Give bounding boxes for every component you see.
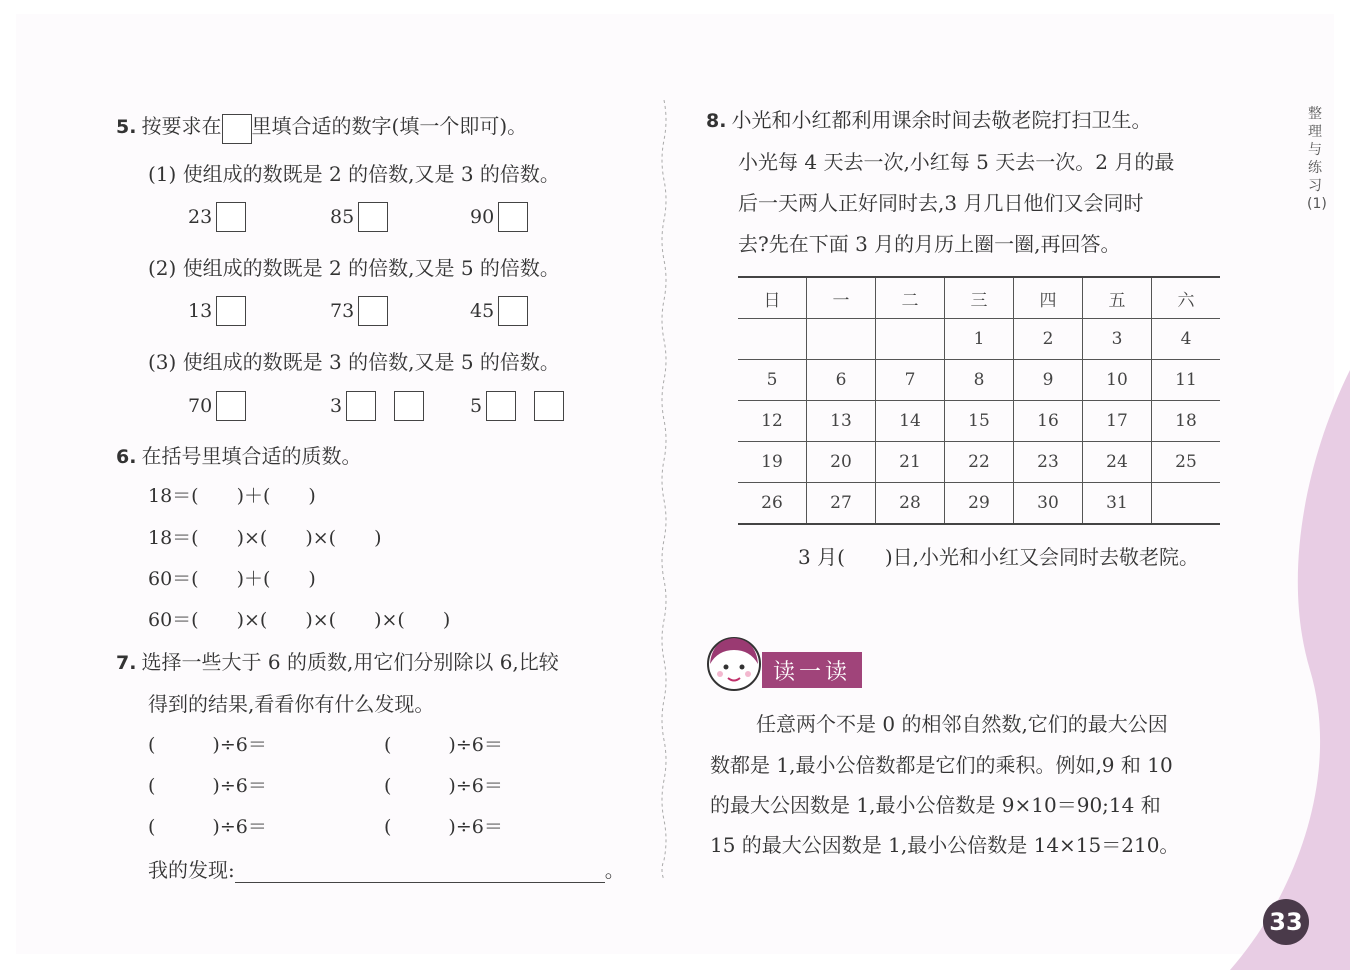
answer-box[interactable] <box>358 202 388 232</box>
calendar-day[interactable]: 13 <box>807 401 876 442</box>
calendar-day[interactable]: 20 <box>807 442 876 483</box>
q6-heading <box>116 440 362 469</box>
q5-prompt-a: 按要求在 <box>141 114 222 138</box>
q7-expr[interactable]: ( )÷6＝ <box>148 734 267 756</box>
answer-box[interactable] <box>486 391 516 421</box>
q6-line1[interactable]: 18＝( )＋( ) <box>148 485 316 507</box>
page-divider <box>658 100 670 880</box>
calendar-day[interactable]: 7 <box>876 360 945 401</box>
finding-label: 我的发现: <box>148 858 235 882</box>
q7-prompt-line1: 选择一些大于 6 的质数,用它们分别除以 6,比较 <box>141 650 559 674</box>
q5-part3-item1 <box>188 391 246 421</box>
weekday-header: 四 <box>1014 277 1083 319</box>
q5-part2-item1 <box>188 296 246 326</box>
q5-part3-label: (3) 使组成的数既是 3 的倍数,又是 5 的倍数。 <box>148 350 560 374</box>
reading-line2: 数都是 1,最小公倍数都是它们的乘积。例如,9 和 10 <box>710 753 1173 777</box>
calendar-week-row <box>738 319 1220 360</box>
calendar-day[interactable]: 21 <box>876 442 945 483</box>
number-prefix: 70 <box>188 395 213 417</box>
weekday-header: 三 <box>945 277 1014 319</box>
calendar-day[interactable]: 1 <box>945 319 1014 360</box>
calendar-day[interactable] <box>807 319 876 360</box>
q5-part1-item2 <box>330 202 388 232</box>
q5-part1-label: (1) 使组成的数既是 2 的倍数,又是 3 的倍数。 <box>148 162 560 186</box>
q6-line2[interactable]: 18＝( )×( )×( ) <box>148 527 382 549</box>
q5-part1-item1 <box>188 202 246 232</box>
calendar-day[interactable]: 27 <box>807 483 876 525</box>
answer-box[interactable] <box>498 202 528 232</box>
q7-expr[interactable]: ( )÷6＝ <box>384 734 503 756</box>
calendar-day[interactable]: 18 <box>1152 401 1221 442</box>
calendar-day[interactable]: 2 <box>1014 319 1083 360</box>
weekday-header: 日 <box>738 277 807 319</box>
finding-answer-line[interactable] <box>235 864 605 883</box>
answer-box[interactable] <box>534 391 564 421</box>
q7-expr[interactable]: ( )÷6＝ <box>384 775 503 797</box>
answer-box[interactable] <box>498 296 528 326</box>
number-prefix: 3 <box>330 395 343 417</box>
reading-banner: 读一读 <box>762 652 862 688</box>
q8-number: 8. <box>706 110 727 132</box>
q5-part1-item3 <box>470 202 528 232</box>
q5-part2-item2 <box>330 296 388 326</box>
q5-heading <box>116 110 527 144</box>
march-calendar <box>738 276 1220 525</box>
reading-line3: 的最大公因数是 1,最小公倍数是 9×10＝90;14 和 <box>710 793 1161 817</box>
answer-box[interactable] <box>358 296 388 326</box>
q8-line2: 小光每 4 天去一次,小红每 5 天去一次。2 月的最 <box>738 150 1175 174</box>
q8-answer-line[interactable]: 3 月( )日,小光和小红又会同时去敬老院。 <box>798 545 1200 569</box>
weekday-header: 六 <box>1152 277 1221 319</box>
calendar-day[interactable]: 31 <box>1083 483 1152 525</box>
calendar-day[interactable]: 12 <box>738 401 807 442</box>
calendar-day[interactable]: 16 <box>1014 401 1083 442</box>
reading-line1: 任意两个不是 0 的相邻自然数,它们的最大公因 <box>756 712 1168 736</box>
q7-expr[interactable]: ( )÷6＝ <box>148 816 267 838</box>
q5-part2-item3 <box>470 296 528 326</box>
answer-box[interactable] <box>346 391 376 421</box>
number-prefix: 13 <box>188 300 213 322</box>
number-prefix: 23 <box>188 206 213 228</box>
calendar-day[interactable]: 23 <box>1014 442 1083 483</box>
q7-expr[interactable]: ( )÷6＝ <box>148 775 267 797</box>
calendar-day[interactable] <box>738 319 807 360</box>
calendar-day[interactable]: 4 <box>1152 319 1221 360</box>
q5-prompt-b: 里填合适的数字(填一个即可)。 <box>251 114 528 138</box>
calendar-week-row <box>738 483 1220 525</box>
calendar-day[interactable]: 6 <box>807 360 876 401</box>
weekday-header: 五 <box>1083 277 1152 319</box>
calendar-day[interactable]: 11 <box>1152 360 1221 401</box>
answer-box[interactable] <box>216 202 246 232</box>
calendar-day[interactable]: 24 <box>1083 442 1152 483</box>
side-title-text: 整理与练习(1) <box>1307 106 1327 212</box>
q6-prompt: 在括号里填合适的质数。 <box>141 444 362 468</box>
calendar-header-row <box>738 277 1220 319</box>
answer-box[interactable] <box>222 114 252 144</box>
calendar-day[interactable]: 30 <box>1014 483 1083 525</box>
calendar-day[interactable]: 10 <box>1083 360 1152 401</box>
q8-line4: 去?先在下面 3 月的月历上圈一圈,再回答。 <box>738 232 1121 256</box>
calendar-day[interactable]: 28 <box>876 483 945 525</box>
q6-line4[interactable]: 60＝( )×( )×( )×( ) <box>148 609 451 631</box>
number-prefix: 5 <box>470 395 483 417</box>
reading-line4: 15 的最大公因数是 1,最小公倍数是 14×15＝210。 <box>710 833 1180 857</box>
q8-line3: 后一天两人正好同时去,3 月几日他们又会同时 <box>738 191 1144 215</box>
calendar-day[interactable]: 26 <box>738 483 807 525</box>
number-prefix: 73 <box>330 300 355 322</box>
weekday-header: 一 <box>807 277 876 319</box>
calendar-day[interactable]: 22 <box>945 442 1014 483</box>
calendar-day[interactable] <box>876 319 945 360</box>
q7-finding <box>148 854 625 883</box>
number-prefix: 90 <box>470 206 495 228</box>
q5-part2-label: (2) 使组成的数既是 2 的倍数,又是 5 的倍数。 <box>148 256 560 280</box>
q7-expr[interactable]: ( )÷6＝ <box>384 816 503 838</box>
finding-end: 。 <box>604 858 625 882</box>
calendar-day[interactable]: 17 <box>1083 401 1152 442</box>
chapter-side-title <box>1304 105 1326 213</box>
calendar-day[interactable]: 3 <box>1083 319 1152 360</box>
calendar-day[interactable]: 9 <box>1014 360 1083 401</box>
calendar-day[interactable]: 14 <box>876 401 945 442</box>
page-number: 33 <box>1263 899 1309 945</box>
calendar-day[interactable]: 5 <box>738 360 807 401</box>
answer-box[interactable] <box>394 391 424 421</box>
calendar-day[interactable]: 29 <box>945 483 1014 525</box>
weekday-header: 二 <box>876 277 945 319</box>
calendar-day[interactable]: 25 <box>1152 442 1221 483</box>
q5-number: 5. <box>116 116 137 138</box>
calendar-day[interactable]: 15 <box>945 401 1014 442</box>
girl-avatar-icon <box>704 634 766 696</box>
q6-line3[interactable]: 60＝( )＋( ) <box>148 568 316 590</box>
calendar-week-row <box>738 401 1220 442</box>
calendar-day[interactable]: 8 <box>945 360 1014 401</box>
q5-part3-item3 <box>470 391 564 421</box>
calendar-week-row <box>738 360 1220 401</box>
answer-box[interactable] <box>216 296 246 326</box>
q7-number: 7. <box>116 652 137 674</box>
calendar-day[interactable]: 19 <box>738 442 807 483</box>
q8-line1: 小光和小红都利用课余时间去敬老院打扫卫生。 <box>731 108 1152 132</box>
q5-part3-item2 <box>330 391 424 421</box>
q7-heading <box>116 646 559 675</box>
answer-box[interactable] <box>216 391 246 421</box>
q8-heading <box>706 104 1152 133</box>
number-prefix: 85 <box>330 206 355 228</box>
q6-number: 6. <box>116 446 137 468</box>
calendar-day[interactable] <box>1152 483 1221 525</box>
q7-prompt-line2: 得到的结果,看看你有什么发现。 <box>148 692 435 716</box>
calendar-week-row <box>738 442 1220 483</box>
number-prefix: 45 <box>470 300 495 322</box>
